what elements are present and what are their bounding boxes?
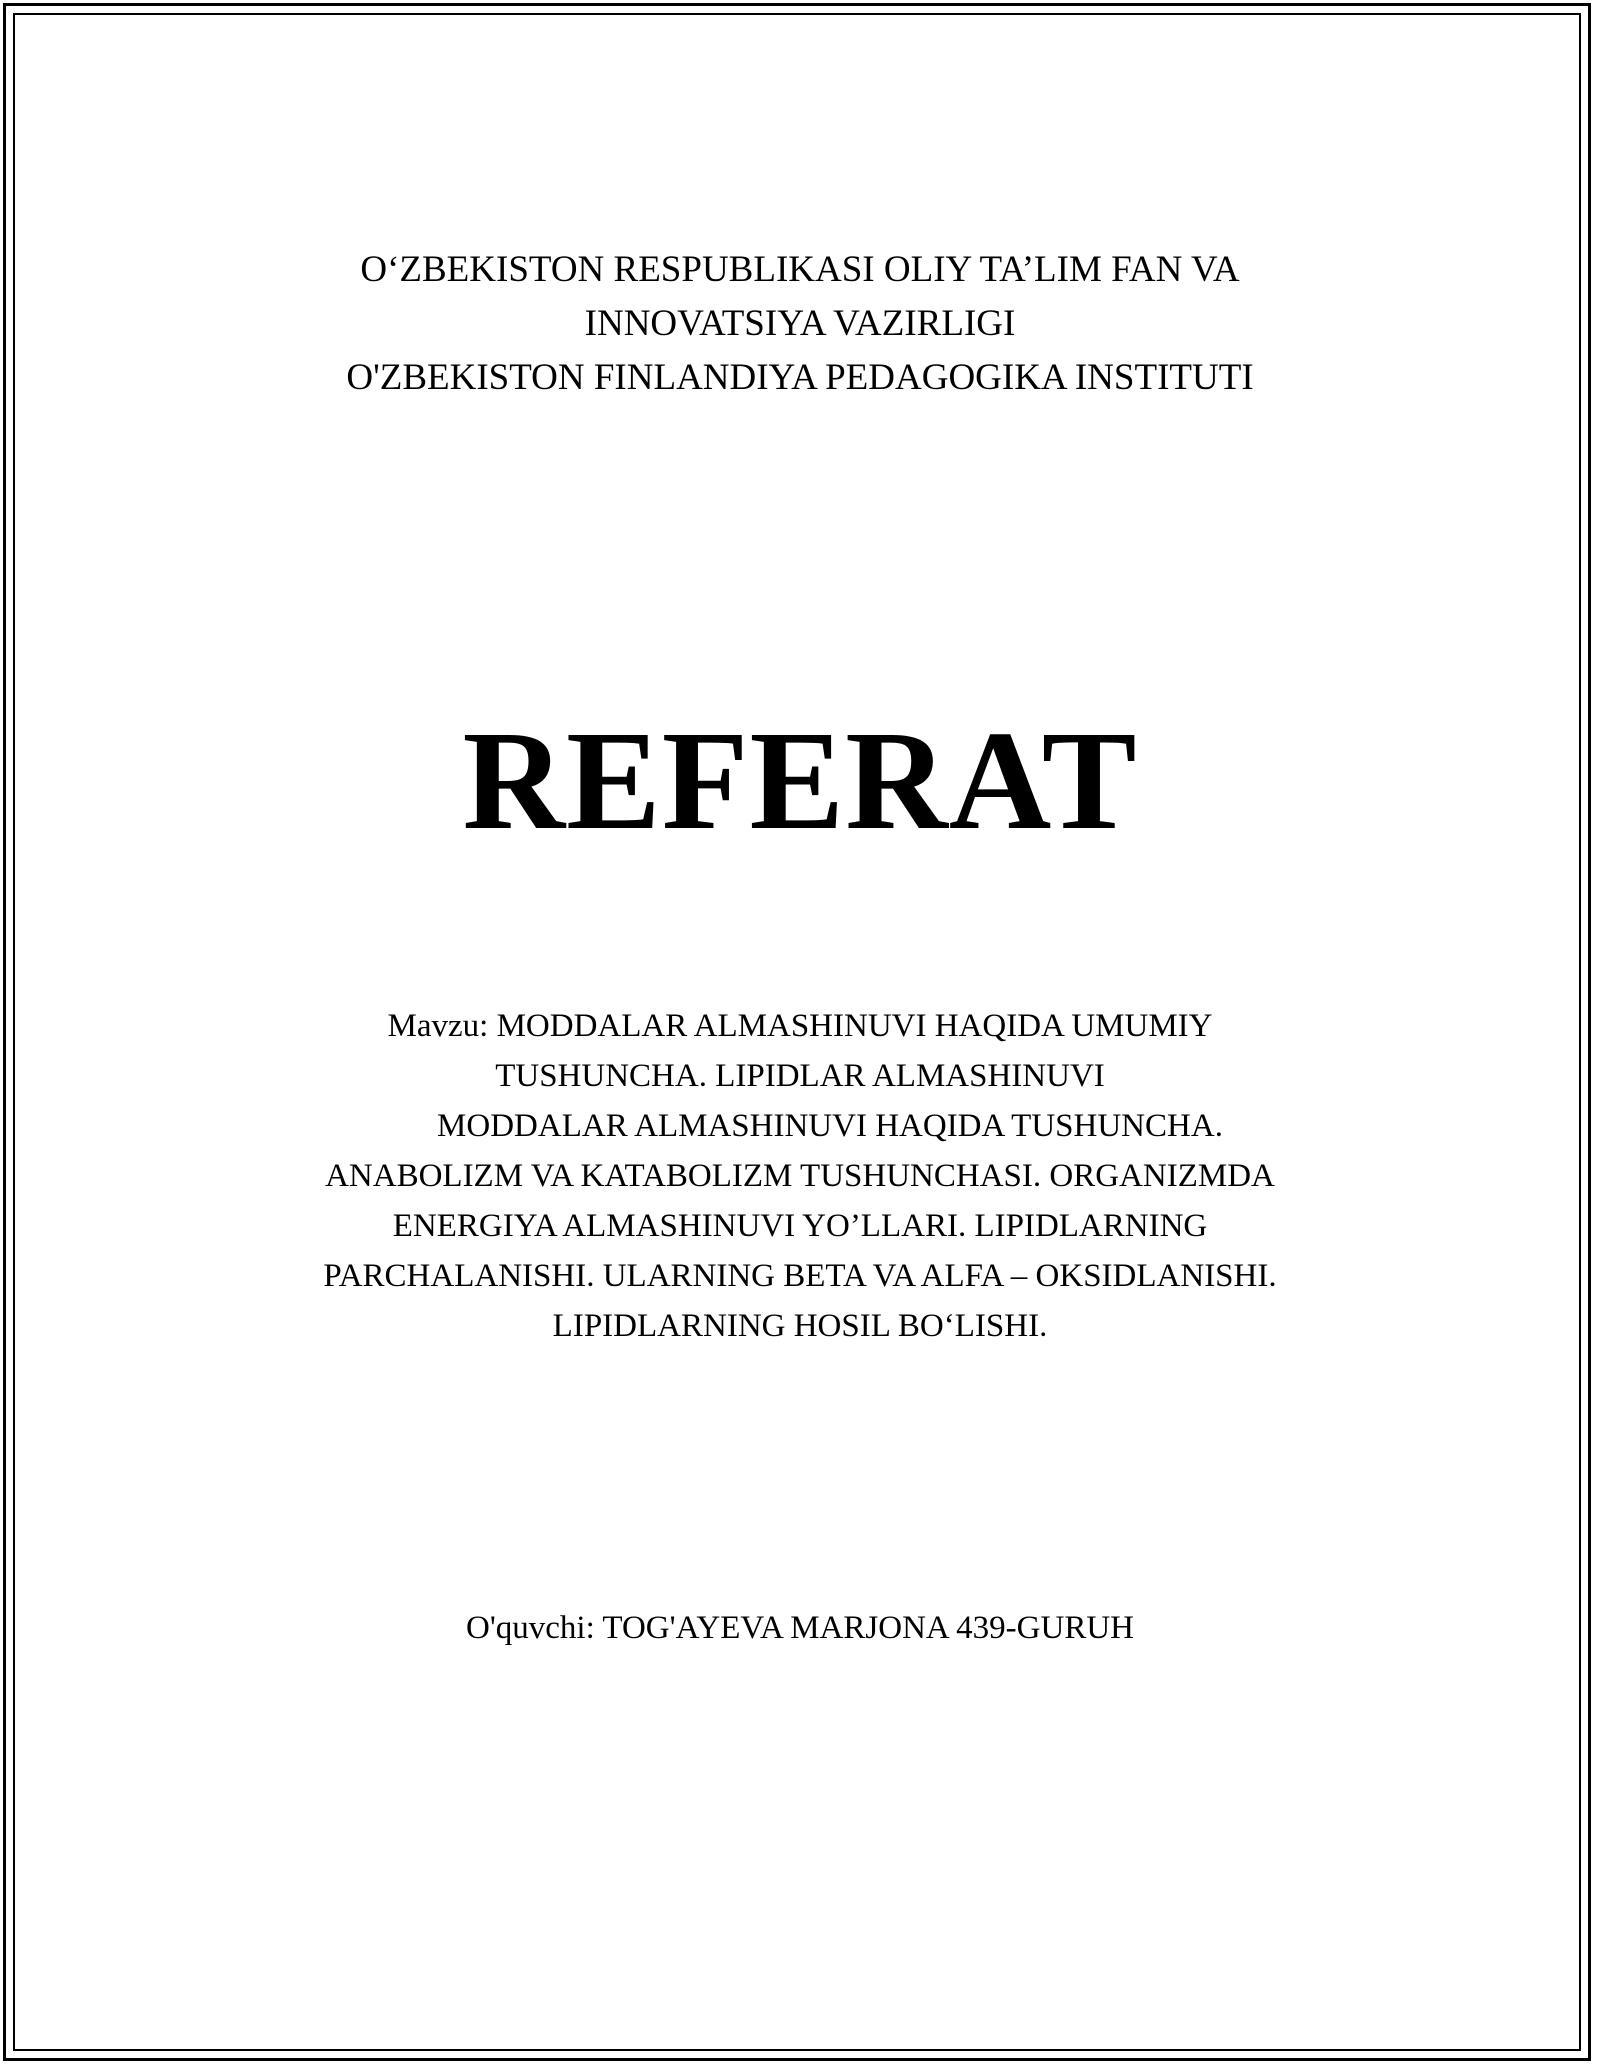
topic-line-2: TUSHUNCHA. LIPIDLAR ALMASHINUVI (495, 1058, 1105, 1094)
header-line-2: INNOVATSIYA VAZIRLIGI (584, 303, 1016, 344)
student-info: O'quvchi: TOG'AYEVA MARJONA 439-GURUH (466, 1610, 1134, 1646)
header-line-3: O'ZBEKISTON FINLANDIYA PEDAGOGIKA INSTITUTI (346, 357, 1254, 398)
topic-line-5: ENERGIYA ALMASHINUVI YO’LLARI. LIPIDLARNING (392, 1208, 1208, 1244)
document-title: REFERAT (462, 701, 1138, 859)
topic-line-7: LIPIDLARNING HOSIL BO‘LISHI. (552, 1308, 1048, 1344)
header-line-1: O‘ZBEKISTON RESPUBLIKASI OLIY TA’LIM FAN VA (360, 249, 1240, 290)
topic-line-1: Mavzu: MODDALAR ALMASHINUVI HAQIDA UMUMIY (387, 1008, 1213, 1044)
topic-line-6: PARCHALANISHI. ULARNING BETA VA ALFA – OKSIDLANISHI. (323, 1258, 1277, 1294)
institution-header (0, 243, 1600, 405)
topic-line-4: ANABOLIZM VA KATABOLIZM TUSHUNCHASI. ORGANIZMDA (325, 1158, 1275, 1194)
topic-line-3: MODDALAR ALMASHINUVI HAQIDA TUSHUNCHA. (437, 1108, 1223, 1144)
topic-block (0, 1001, 1600, 1351)
